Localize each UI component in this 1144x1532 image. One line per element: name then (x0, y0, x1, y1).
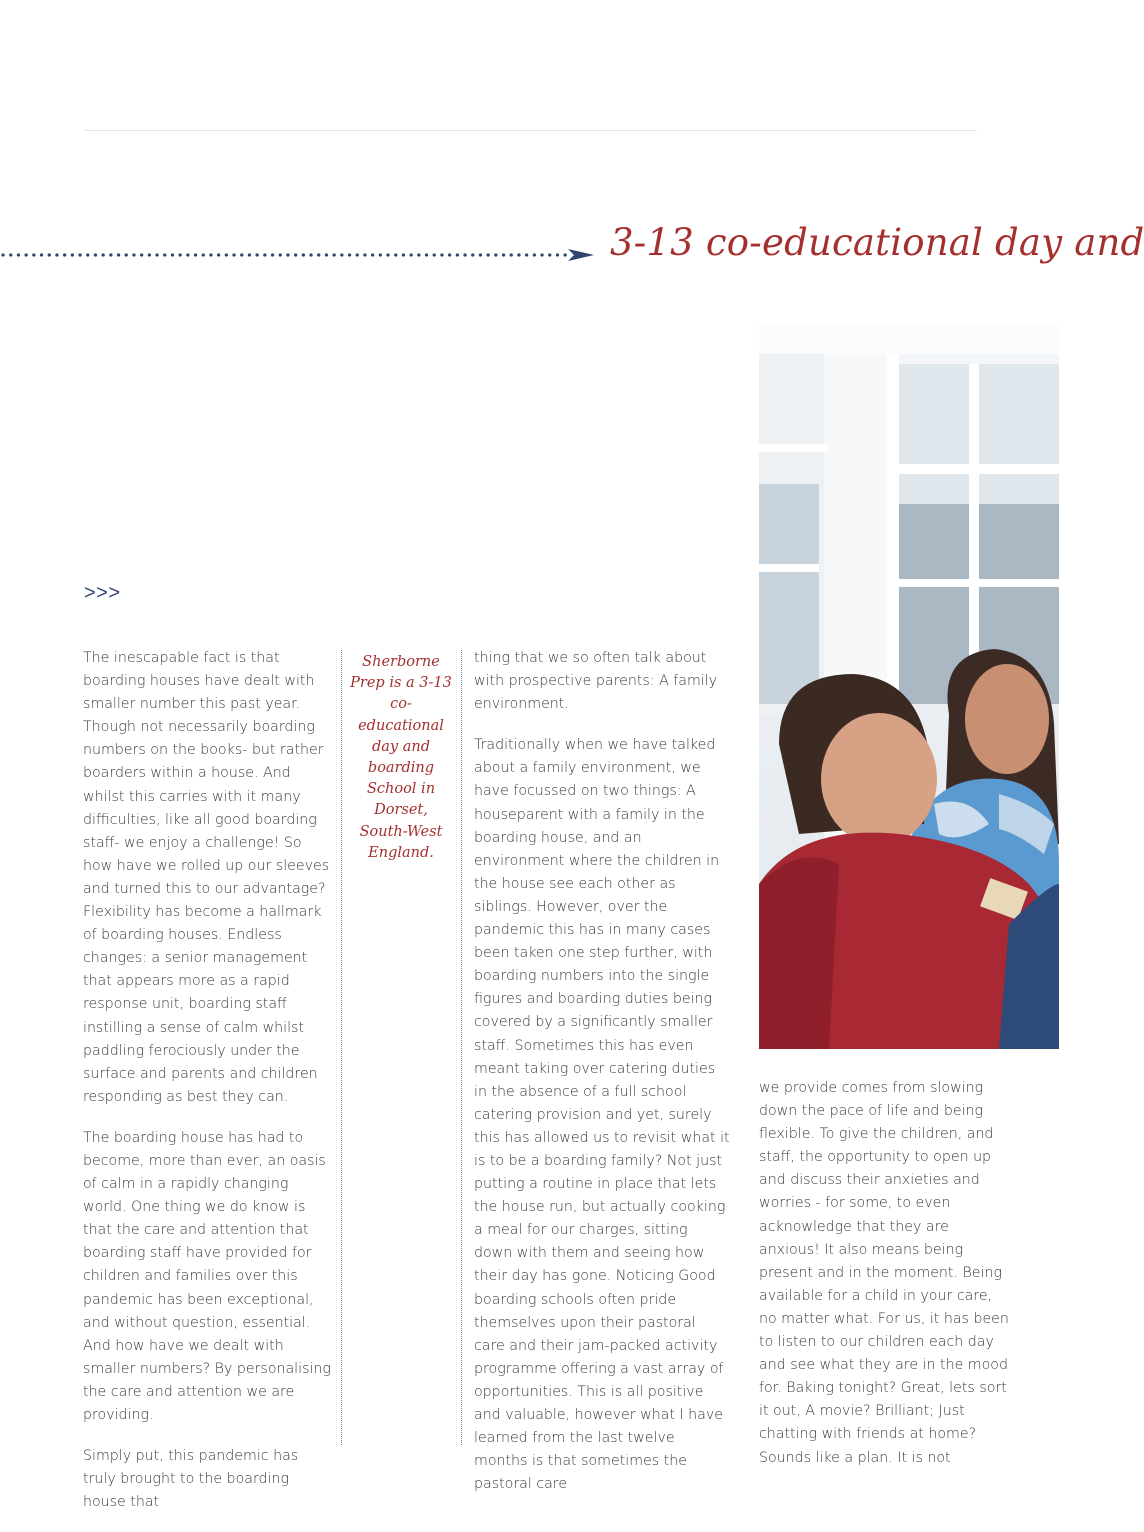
paragraph: Simply put, this pandemic has truly brought to the boarding house that (83, 1448, 299, 1511)
article-column-1 (83, 647, 335, 1532)
dotted-arrow-icon (0, 246, 600, 264)
paragraph: we provide comes from slowing down the pace of life and being flexible. To give the children, and staff, the opportunity to open up and discuss their anxieties and worries - for some, to even acknowledge that they are anxious! It also means being present and in the moment. Being available for a child in your care, no matter what. For us, it has been to listen to our children each day and see what they are in the mood for. Baking tonight? Great, lets sort it out, A movie? Brilliant; Just chatting with friends at home? Sounds like a plan. It is not (759, 1080, 1009, 1466)
paragraph: Traditionally when we have talked about a family environment, we have focussed on two things: A houseparent with a family in the boarding house, and an environment where the children in the house see each other as siblings. However, over the pandemic this has in many cases been taken one step further, with boarding numbers into the single figures and boarding duties being covered by a significantly smaller staff. Sometimes this has even meant taking over catering duties in the absence of a full school catering provision and yet, surely this has allowed us to revisit what it is to be a boarding family? Not just putting a routine in place that lets the house run, but actually cooking a meal for our charges, sitting down with them and seeing how their day has gone. Noticing Good boarding schools often pride themselves upon their pastoral care and their jam-packed activity programme offering a vast array of opportunities. This is all positive and valuable, however what I have learned from the last twelve months is that sometimes the pastoral care (474, 737, 730, 1493)
pull-quote: Sherborne Prep is a 3-13 co-educational day and boarding School in Dorset, South-West England. (350, 654, 452, 861)
paragraph: thing that we so often talk about with prospective parents: A family environment. (474, 650, 718, 713)
paragraph: The boarding house has had to become, more than ever, an oasis of calm in a rapidly changing world. One thing we do know is that the care and attention that boarding staff have provided for children and families over this pandemic has been exceptional, and without question, essential. And how have we dealt with smaller numbers? By personalising the care and attention we are providing. (83, 1129, 331, 1423)
article-column-2 (474, 647, 730, 1514)
dotted-column-divider (461, 650, 462, 1445)
page-headline: 3-13 co-educational day and (610, 221, 1144, 264)
paragraph: The inescapable fact is that boarding houses have dealt with smaller number this past year. Though not necessarily boarding numbers on the books- but rather boarders within a house. And whilst this carries with it many difficulties, like all good boarding staff- we enjoy a challenge! So how have we rolled up our sleeves and turned this to our advantage? Flexibility has become a hallmark of boarding houses. Endless changes: a senior management that appears more as a rapid response unit, boarding staff instilling a sense of calm whilst paddling ferociously under the surface and parents and children responding as best they can. (83, 650, 330, 1105)
students-laughing-photo (759, 324, 1059, 1049)
dotted-column-divider (341, 650, 342, 1445)
article-column-3 (759, 1077, 1011, 1488)
section-chevrons: >>> (84, 582, 121, 604)
top-divider (84, 130, 977, 131)
